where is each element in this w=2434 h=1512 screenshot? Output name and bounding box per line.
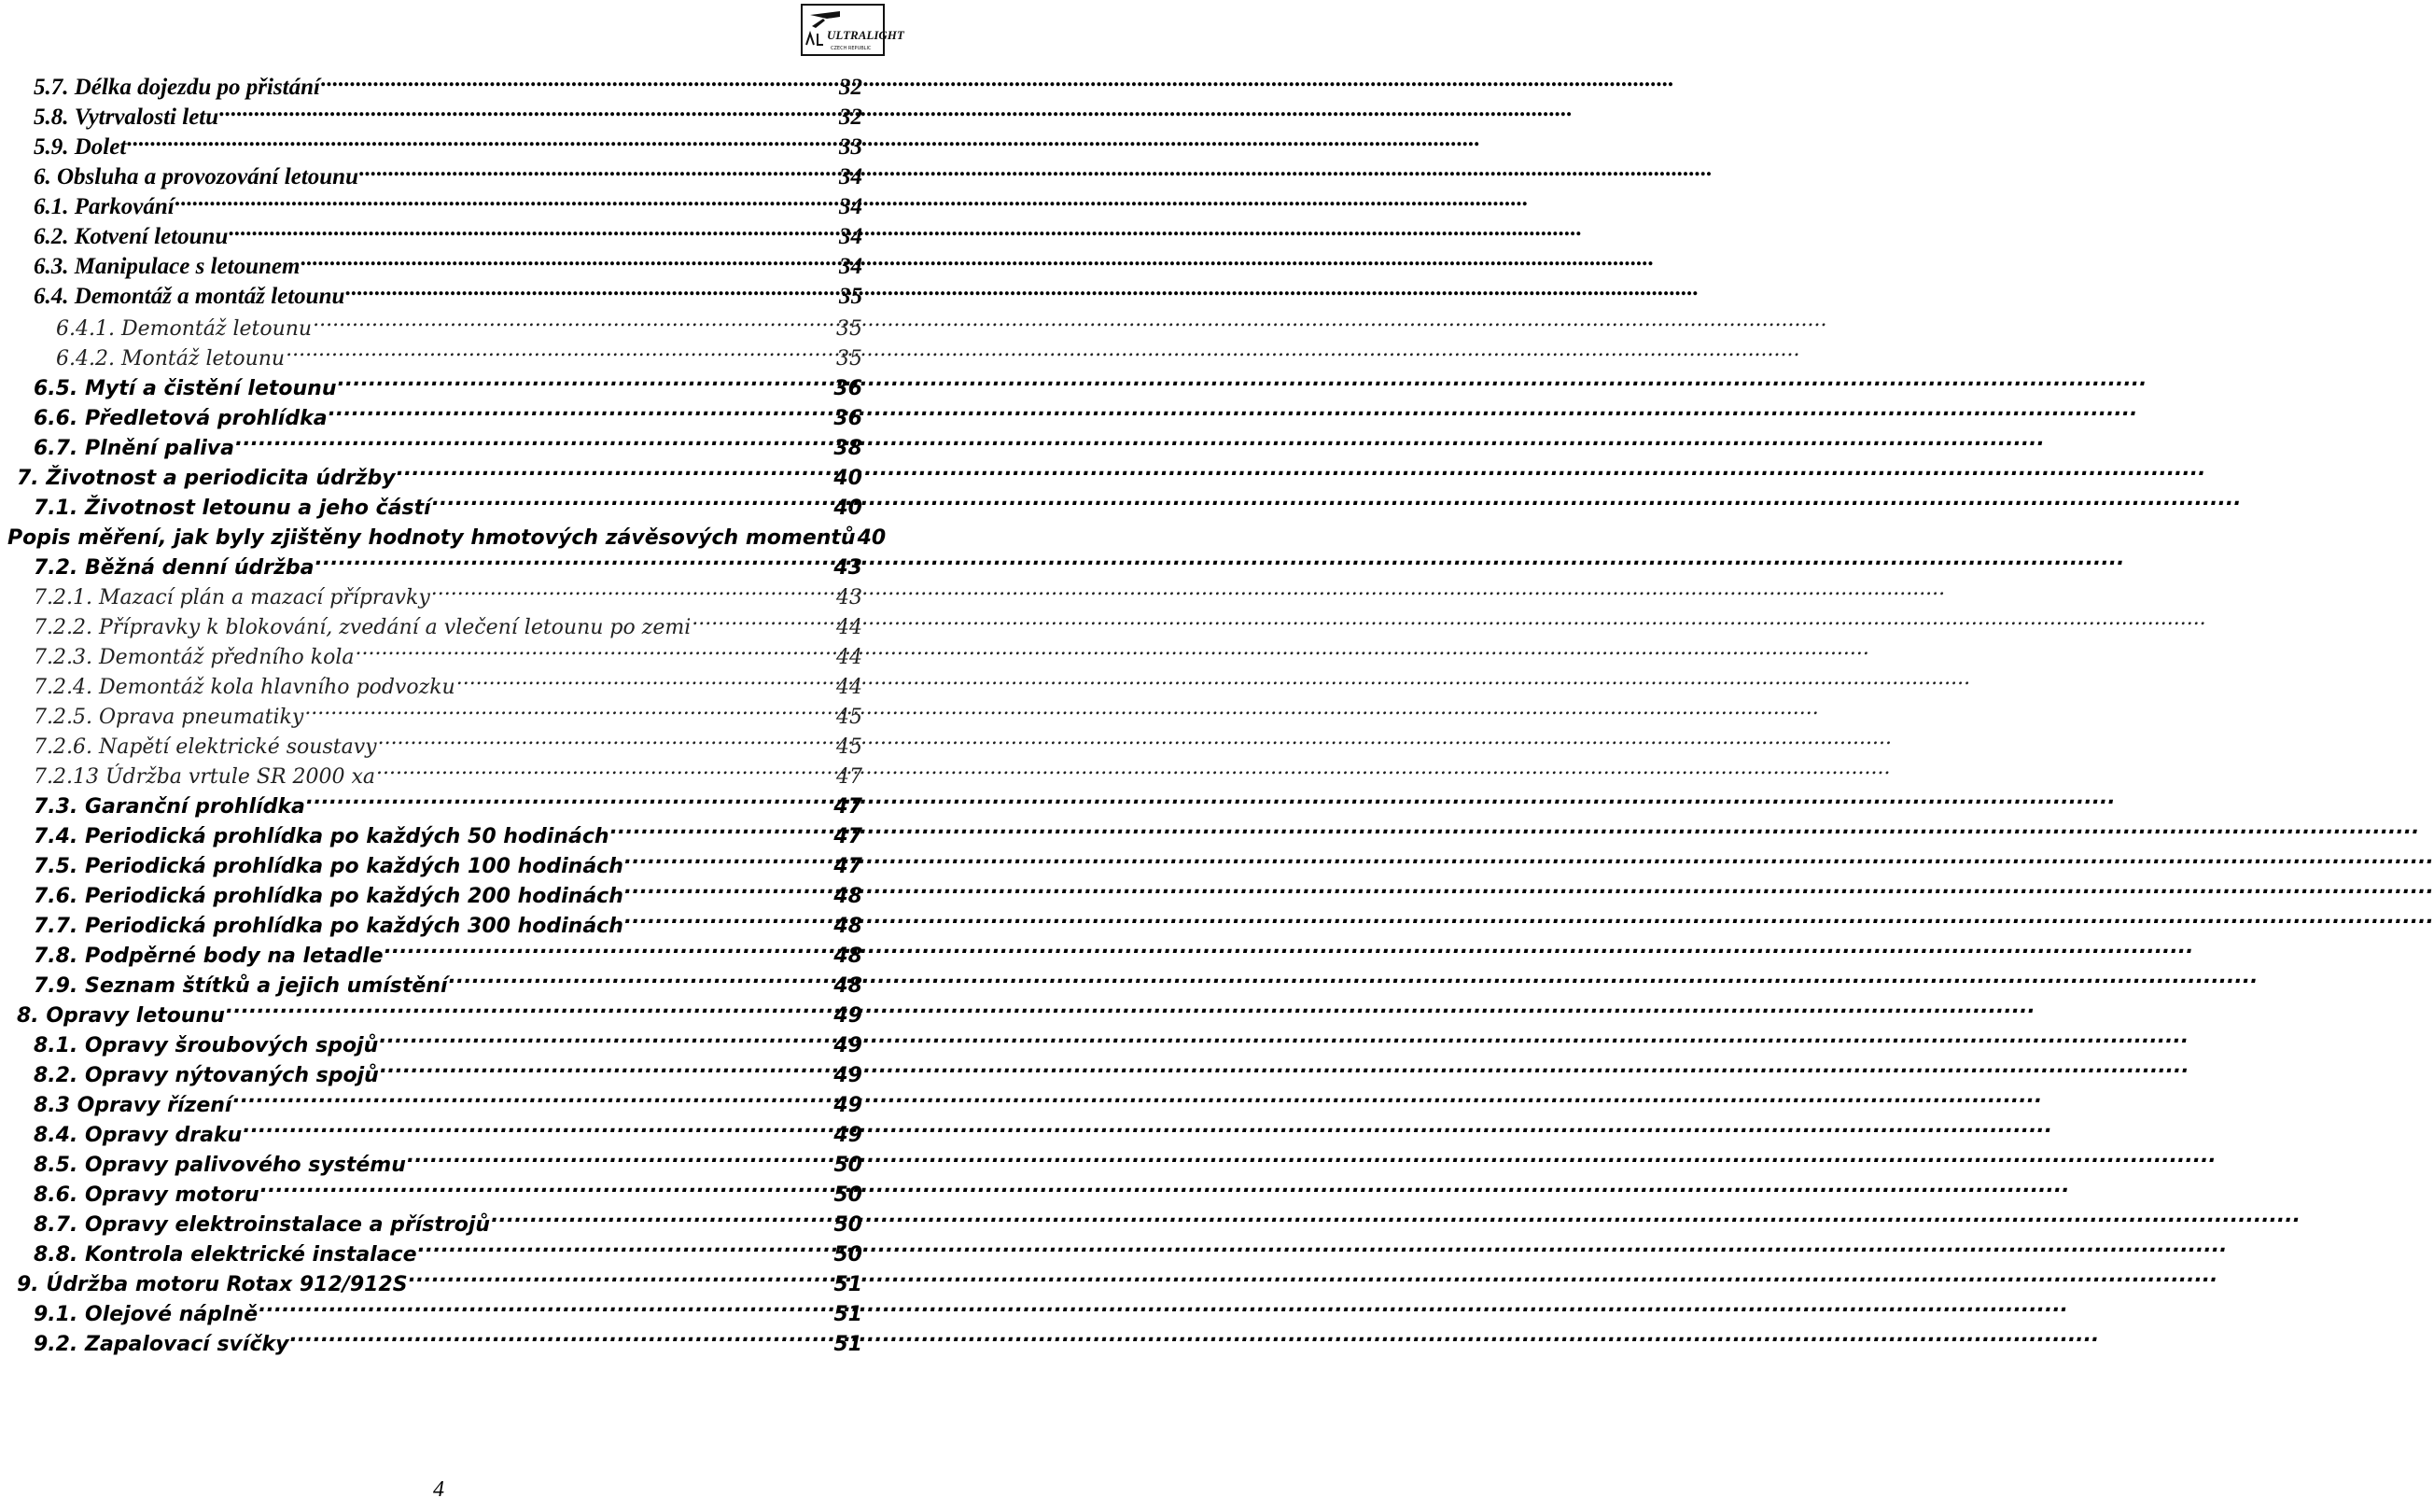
toc-entry-title: 6.1. Parkování <box>34 194 175 219</box>
ultralight-logo <box>801 4 904 56</box>
toc-entry-page: 35 <box>836 347 862 371</box>
toc-entry[interactable] <box>34 1231 862 1267</box>
toc-entry[interactable] <box>34 425 862 460</box>
toc-entry-title: 8.6. Opravy motoru <box>34 1183 259 1207</box>
toc-entry-title: 7.2.4. Demontáž kola hlavního podvozku <box>34 676 455 699</box>
ultralight-logo-icon <box>803 6 904 54</box>
toc-entry-page: 44 <box>836 676 862 699</box>
toc-entry-page: 49 <box>833 1094 862 1117</box>
toc-entry-page: 36 <box>833 377 862 400</box>
toc-entry[interactable] <box>34 365 862 400</box>
toc-entry-title: 5.8. Vytrvalosti letu <box>34 105 219 130</box>
toc-entry-title: 5.9. Dolet <box>34 134 127 160</box>
toc-entry-page: 43 <box>833 556 862 580</box>
toc-entry-page: 34 <box>839 224 862 249</box>
toc-entry-title: 7.6. Periodická prohlídka po každých 200 hodinách <box>34 885 623 908</box>
toc-entry[interactable] <box>34 873 862 908</box>
toc-entry-page: 34 <box>839 194 862 219</box>
toc-entry[interactable] <box>34 932 862 968</box>
toc-entry-page: 47 <box>833 825 862 848</box>
toc-entry[interactable] <box>34 184 862 219</box>
toc-entry-page: 40 <box>857 526 887 550</box>
toc-entry-page: 33 <box>839 134 862 160</box>
toc-entry[interactable] <box>34 484 862 520</box>
toc-entry-title: 8.8. Kontrola elektrické instalace <box>34 1243 417 1267</box>
toc-entry-title: 7.2.1. Mazací plán a mazací přípravky <box>34 586 430 609</box>
toc-entry[interactable] <box>34 664 862 699</box>
toc-entry-page: 44 <box>836 646 862 669</box>
document-page <box>0 0 904 1512</box>
toc-entry-title: 7.2.6. Napětí elektrické soustavy <box>34 735 377 759</box>
toc-entry[interactable] <box>34 154 862 189</box>
toc-entry-page: 48 <box>833 974 862 998</box>
toc-entry-title: 6.7. Plnění paliva <box>34 437 234 460</box>
toc-entry[interactable] <box>7 514 887 550</box>
toc-entry-page: 47 <box>833 795 862 819</box>
toc-entry-page: 35 <box>839 284 862 309</box>
toc-entry-page: 32 <box>839 75 862 100</box>
toc-entry[interactable] <box>34 1291 862 1326</box>
toc-entry-page: 49 <box>833 1064 862 1087</box>
toc-entry[interactable] <box>34 843 862 878</box>
toc-entry-page: 51 <box>833 1333 862 1356</box>
toc-entry[interactable] <box>34 813 862 848</box>
toc-entry[interactable] <box>34 124 862 160</box>
toc-entry[interactable] <box>17 992 862 1028</box>
svg-text:ULTRALIGHT: ULTRALIGHT <box>827 28 904 42</box>
toc-entry-title: 6.5. Mytí a čistění letounu <box>34 377 337 400</box>
toc-entry-title: 6.2. Kotvení letounu <box>34 224 229 249</box>
toc-entry-page: 40 <box>833 497 862 520</box>
toc-entry-page: 40 <box>833 467 862 490</box>
toc-entry-page: 48 <box>833 945 862 968</box>
toc-entry[interactable] <box>34 693 862 729</box>
toc-entry[interactable] <box>34 962 862 998</box>
toc-entry-title: 6. Obsluha a provozování letounu <box>34 164 358 189</box>
toc-entry-title: 8.3 Opravy řízení <box>34 1094 232 1117</box>
toc-entry[interactable] <box>34 544 862 580</box>
toc-entry-page: 47 <box>833 855 862 878</box>
toc-entry-page: 50 <box>833 1243 862 1267</box>
toc-entry-page: 49 <box>833 1004 862 1028</box>
toc-entry-title: 7.2. Běžná denní údržba <box>34 556 315 580</box>
toc-entry-title: 7.5. Periodická prohlídka po každých 100 hodinách <box>34 855 623 878</box>
toc-entry[interactable] <box>17 1261 862 1296</box>
toc-entry-page: 49 <box>833 1124 862 1147</box>
toc-entry-title: 7.1. Životnost letounu a jeho částí <box>34 497 431 520</box>
toc-entry[interactable] <box>34 1052 862 1087</box>
toc-entry[interactable] <box>34 1141 862 1177</box>
toc-entry[interactable] <box>34 783 862 819</box>
toc-entry[interactable] <box>34 64 862 100</box>
toc-entry[interactable] <box>34 1022 862 1057</box>
toc-entry-title: 7.2.5. Oprava pneumatiky <box>34 706 304 729</box>
toc-entry-page: 48 <box>833 885 862 908</box>
toc-entry-page: 34 <box>839 254 862 279</box>
toc-entry-title: 8.1. Opravy šroubových spojů <box>34 1034 379 1057</box>
toc-entry-page: 45 <box>836 706 862 729</box>
toc-entry-page: 51 <box>833 1303 862 1326</box>
toc-entry[interactable] <box>34 1201 862 1237</box>
toc-entry-page: 35 <box>836 317 862 341</box>
toc-entry[interactable] <box>56 335 862 371</box>
toc-entry-page: 50 <box>833 1183 862 1207</box>
toc-entry-page: 50 <box>833 1154 862 1177</box>
toc-entry-title: Popis měření, jak byly zjištěny hodnoty hmotových závěsových momentů <box>7 526 856 550</box>
toc-entry-page: 44 <box>836 616 862 639</box>
toc-entry-page: 50 <box>833 1213 862 1237</box>
toc-entry-title: 8.7. Opravy elektroinstalace a přístrojů <box>34 1213 491 1237</box>
toc-entry-title: 8. Opravy letounu <box>17 1004 225 1028</box>
toc-entry[interactable] <box>34 1112 862 1147</box>
toc-entry-title: 7.4. Periodická prohlídka po každých 50 hodinách <box>34 825 609 848</box>
toc-entry-title: 6.6. Předletová prohlídka <box>34 407 328 430</box>
toc-entry[interactable] <box>34 395 862 430</box>
toc-entry[interactable] <box>34 214 862 249</box>
toc-entry-title: 8.2. Opravy nýtovaných spojů <box>34 1064 379 1087</box>
toc-entry-title: 7. Životnost a periodicita údržby <box>17 467 396 490</box>
toc-entry-title: 7.2.3. Demontáž předního kola <box>34 646 355 669</box>
toc-entry-title: 5.7. Délka dojezdu po přistání <box>34 75 320 100</box>
toc-entry-page: 48 <box>833 915 862 938</box>
toc-entry-page: 51 <box>833 1273 862 1296</box>
toc-entry[interactable] <box>34 574 862 609</box>
toc-entry-title: 6.3. Manipulace s letounem <box>34 254 301 279</box>
toc-entry[interactable] <box>34 634 862 669</box>
toc-entry-title: 6.4.2. Montáž letounu <box>56 347 286 371</box>
toc-entry-title: 9.2. Zapalovací svíčky <box>34 1333 289 1356</box>
toc-entry-page: 32 <box>839 105 862 130</box>
toc-entry[interactable] <box>56 305 862 341</box>
toc-entry[interactable] <box>34 1171 862 1207</box>
toc-entry-page: 47 <box>836 765 862 789</box>
toc-entry-title: 9. Údržba motoru Rotax 912/912S <box>17 1273 408 1296</box>
toc-entry-page: 45 <box>836 735 862 759</box>
toc-entry[interactable] <box>34 604 862 639</box>
toc-entry-title: 8.5. Opravy palivového systému <box>34 1154 406 1177</box>
toc-entry-title: 7.8. Podpěrné body na letadle <box>34 945 384 968</box>
toc-entry-title: 6.4.1. Demontáž letounu <box>56 317 313 341</box>
toc-entry-page: 34 <box>839 164 862 189</box>
toc-entry-title: 6.4. Demontáž a montáž letounu <box>34 284 345 309</box>
toc-entry-page: 38 <box>833 437 862 460</box>
toc-entry[interactable] <box>34 1082 862 1117</box>
svg-text:CZECH REPUBLIC: CZECH REPUBLIC <box>831 46 872 51</box>
toc-entry-title: 8.4. Opravy draku <box>34 1124 243 1147</box>
toc-entry-page: 49 <box>833 1034 862 1057</box>
page-number: 4 <box>433 1477 444 1502</box>
toc-entry-page: 36 <box>833 407 862 430</box>
toc-entry-title: 7.2.2. Přípravky k blokování, zvedání a vlečení letounu po zemi <box>34 616 692 639</box>
toc-entry-title: 7.3. Garanční prohlídka <box>34 795 305 819</box>
toc-entry[interactable] <box>34 244 862 279</box>
toc-entry[interactable] <box>34 94 862 130</box>
toc-entry[interactable] <box>34 903 862 938</box>
toc-entry[interactable] <box>34 723 862 759</box>
toc-entry[interactable] <box>17 455 862 490</box>
toc-entry-title: 7.9. Seznam štítků a jejich umístění <box>34 974 448 998</box>
toc-entry-page: 43 <box>836 586 862 609</box>
toc-entry[interactable] <box>34 1321 862 1356</box>
toc-entry-title: 7.7. Periodická prohlídka po každých 300 hodinách <box>34 915 623 938</box>
toc-entry[interactable] <box>34 753 862 789</box>
toc-entry[interactable] <box>34 273 862 309</box>
toc-entry-title: 7.2.13 Údržba vrtule SR 2000 xa <box>34 765 376 789</box>
toc-entry-title: 9.1. Olejové náplně <box>34 1303 259 1326</box>
